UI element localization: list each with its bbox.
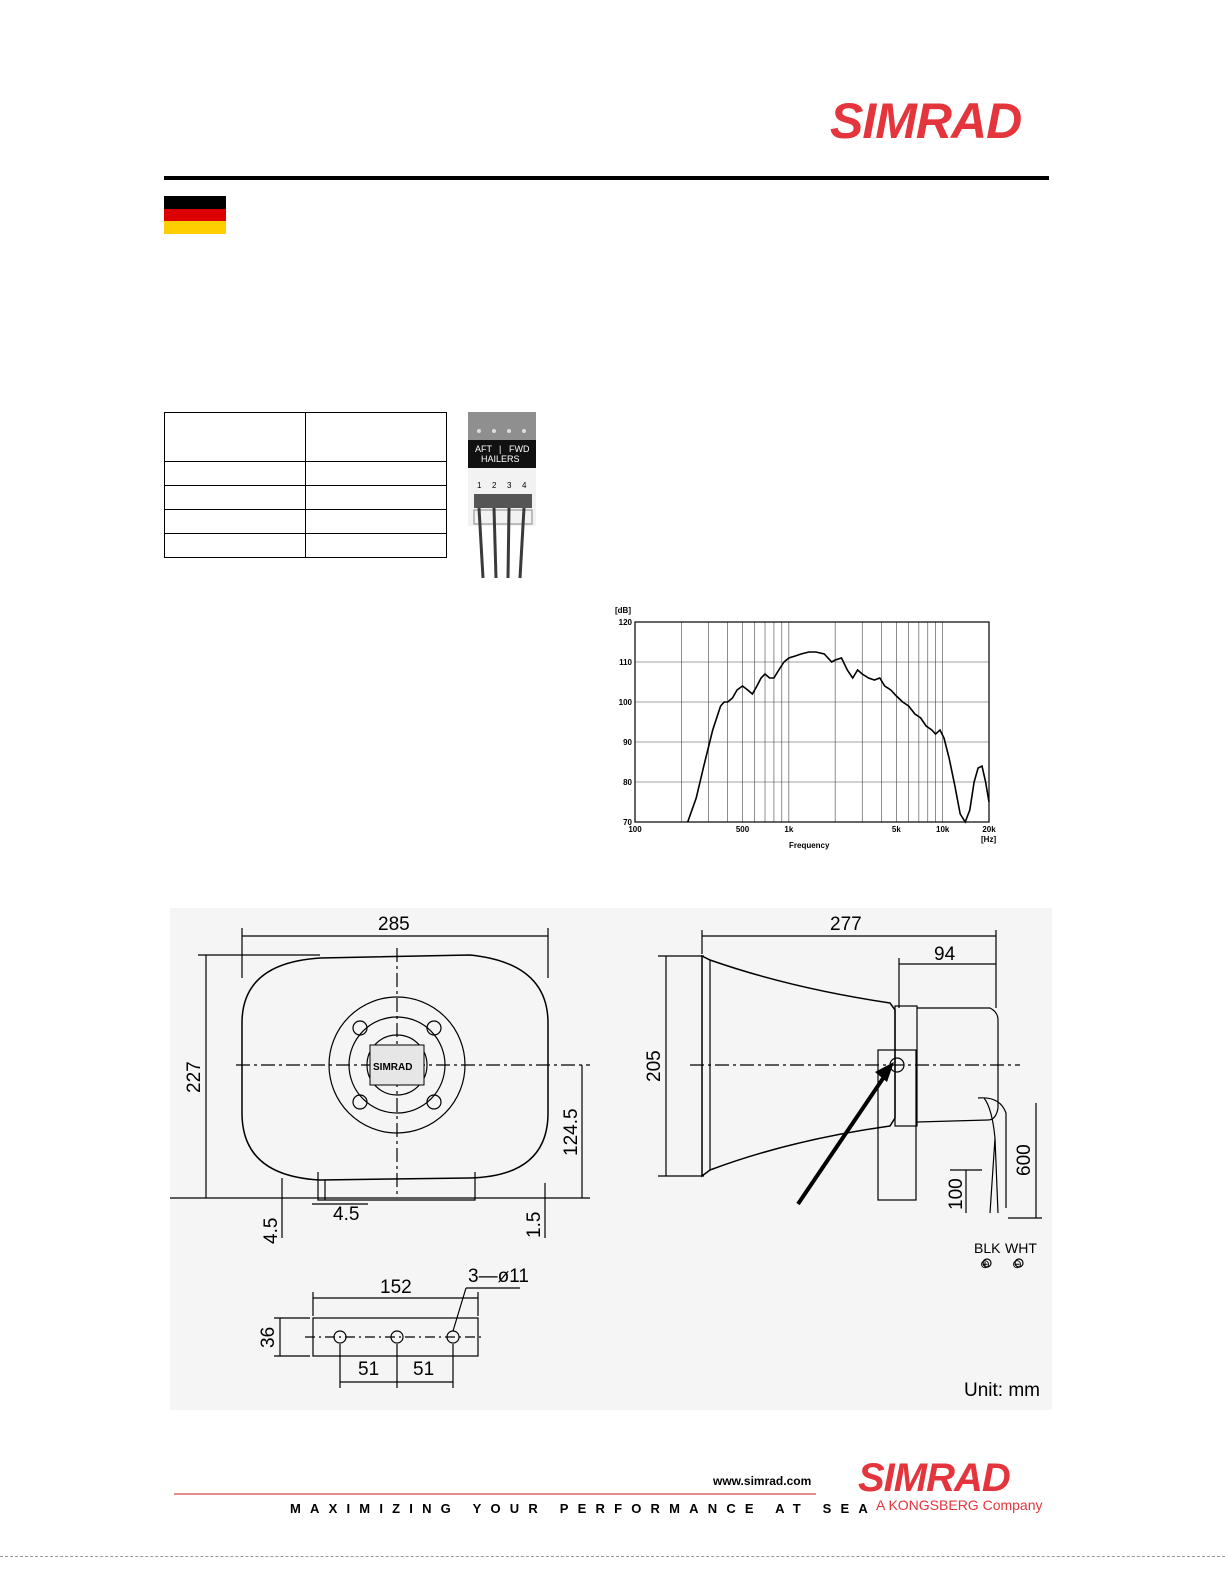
- response-curve: [688, 652, 989, 822]
- footer-rule: [174, 1493, 816, 1495]
- x-tick-label: 500: [735, 825, 750, 834]
- dim-pitch-a: 51: [358, 1359, 380, 1380]
- table-row: [165, 462, 447, 486]
- dim-side-height: 205: [644, 1050, 665, 1082]
- unit-label: Unit: mm: [964, 1380, 1040, 1401]
- table-cell: [306, 534, 447, 558]
- y-tick-label: 70: [623, 818, 632, 827]
- y-tick-label: 100: [618, 698, 632, 707]
- x-tick-label: 5k: [891, 825, 901, 834]
- y-tick-label: 120: [618, 618, 632, 627]
- dim-height: 227: [184, 1061, 205, 1093]
- table-cell: [165, 462, 306, 486]
- wire-wht-label: WHT: [1005, 1240, 1037, 1256]
- header-rule: [164, 176, 1049, 180]
- table-cell: [165, 486, 306, 510]
- table-row: [165, 510, 447, 534]
- x-tick-label: 100: [628, 825, 642, 834]
- table-cell: [306, 462, 447, 486]
- dimension-drawing: [170, 908, 1052, 1410]
- table-row: [165, 413, 447, 462]
- wire-blk-label: BLK: [974, 1240, 1001, 1256]
- connector-sep-label: |: [499, 444, 502, 454]
- table-cell: [306, 413, 447, 462]
- table-cell: [165, 413, 306, 462]
- y-tick-label: 90: [623, 738, 632, 747]
- y-tick-label: 110: [619, 658, 632, 667]
- connector-pin-1: 1: [477, 481, 482, 490]
- dim-rear: 94: [934, 944, 956, 965]
- dim-strip: 100: [946, 1178, 967, 1210]
- x-axis-unit: [Hz]: [981, 835, 997, 844]
- connector-illustration: [466, 410, 538, 580]
- german-flag-icon: [164, 196, 226, 234]
- table-cell: [165, 534, 306, 558]
- x-tick-label: 1k: [784, 825, 794, 834]
- connector-pin-2: 2: [492, 481, 497, 490]
- dim-lead: 600: [1014, 1144, 1035, 1176]
- connector-fwd-label: FWD: [509, 444, 530, 454]
- table-row: [165, 486, 447, 510]
- table-cell: [165, 510, 306, 534]
- dim-bracket-spacing: 152: [380, 1277, 412, 1298]
- dim-foot: 4.5: [261, 1217, 282, 1244]
- dim-bracket-height: 36: [258, 1326, 279, 1348]
- y-axis-label: [dB]: [615, 606, 631, 615]
- footer-tagline: MAXIMIZING YOUR PERFORMANCE AT SEA: [290, 1501, 878, 1516]
- dim-gap: 1.5: [524, 1211, 545, 1238]
- dim-hole: 3—ø11: [468, 1266, 529, 1287]
- frequency-response-chart: [600, 598, 1010, 856]
- x-axis-label: Frequency: [789, 841, 830, 850]
- header-logo: SIMRAD: [830, 93, 1022, 149]
- table-cell: [306, 486, 447, 510]
- pin-table: [164, 412, 447, 558]
- footer-logo: SIMRAD: [858, 1456, 1010, 1500]
- dim-pitch-b: 51: [413, 1359, 435, 1380]
- wire-wht-symbol: ⊖: [1012, 1257, 1023, 1271]
- footer-website[interactable]: www.simrad.com: [713, 1474, 812, 1488]
- dim-center-height: 124.5: [561, 1108, 582, 1156]
- dim-length: 277: [830, 914, 862, 935]
- wire-blk-symbol: ⊕: [980, 1257, 991, 1271]
- dim-foot-width: 4.5: [333, 1204, 360, 1225]
- dim-width: 285: [378, 914, 410, 935]
- table-cell: [306, 510, 447, 534]
- footer-company: A KONGSBERG Company: [876, 1497, 1043, 1513]
- connector-pin-3: 3: [507, 481, 512, 490]
- connector-aft-label: AFT: [475, 444, 492, 454]
- front-badge: SIMRAD: [373, 1062, 413, 1073]
- x-tick-label: 20k: [982, 825, 996, 834]
- table-row: [165, 534, 447, 558]
- connector-hailers-label: HAILERS: [481, 454, 520, 464]
- page-edge-rule: [0, 1556, 1225, 1558]
- y-tick-label: 80: [623, 778, 632, 787]
- x-tick-label: 10k: [936, 825, 950, 834]
- connector-pin-4: 4: [522, 481, 527, 490]
